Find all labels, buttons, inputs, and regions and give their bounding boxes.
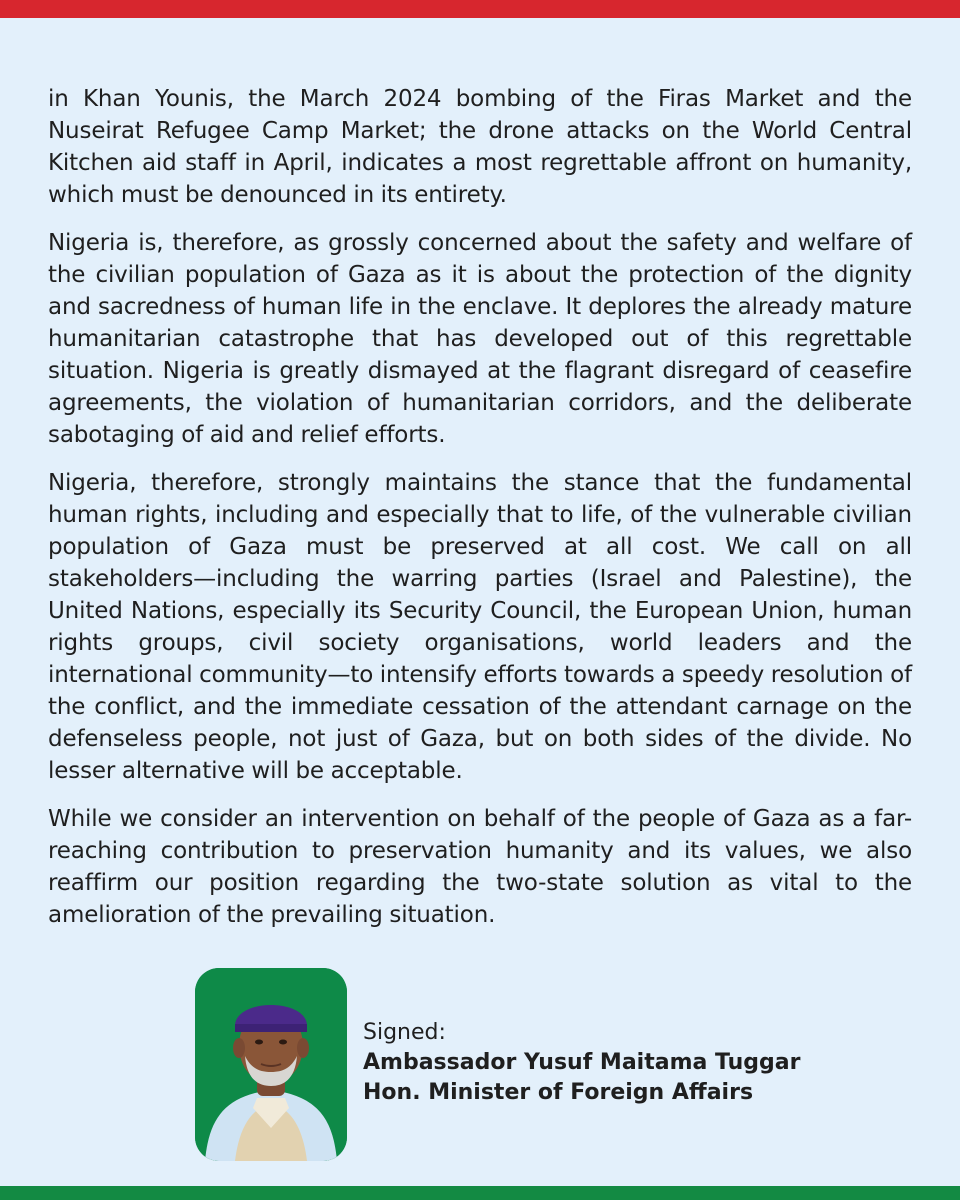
signature-text (363, 1018, 800, 1108)
bottom-green-band (0, 1186, 960, 1200)
paragraph-1: in Khan Younis, the March 2024 bombing of the Firas Market and the Nuseirat Refugee Camp Market; the drone attacks on the World Central Kitchen aid staff in April, indicates a most regrettable affront on humanity, which must be denounced in its entirety. (48, 86, 912, 208)
signature-block (195, 968, 835, 1163)
paragraph-4: While we consider an intervention on behalf of the people of Gaza as a far-reaching contribution to preservation humanity and its values, we also reaffirm our position regarding the two-state solution as vital to the amelioration of the prevailing situation. (48, 806, 912, 928)
signatory-title: Hon. Minister of Foreign Affairs (363, 1080, 754, 1105)
portrait-illustration (195, 968, 347, 1161)
signatory-name: Ambassador Yusuf Maitama Tuggar (363, 1050, 801, 1075)
minister-portrait (195, 968, 347, 1161)
signed-label: Signed: (363, 1020, 446, 1045)
top-red-band (0, 0, 960, 18)
statement-body (48, 83, 912, 947)
paragraph-3: Nigeria, therefore, strongly maintains the stance that the fundamental human rights, including and especially that to life, of the vulnerable civilian population of Gaza must be preserved at all cost. We call on all stakeholders—including the warring parties (Israel and Palestine), the United Nations, especially its Security Council, the European Union, human rights groups, civil society organisations, world leaders and the international community—to intensify efforts towards a speedy resolution of the conflict, and the immediate cessation of the attendant carnage on the defenseless people, not just of Gaza, but on both sides of the divide. No lesser alternative will be acceptable. (48, 470, 912, 784)
paragraph-2: Nigeria is, therefore, as grossly concerned about the safety and welfare of the civilian population of Gaza as it is about the protection of the dignity and sacredness of human life in the enclave. It deplores the already mature humanitarian catastrophe that has developed out of this regrettable situation. Nigeria is greatly dismayed at the flagrant disregard of ceasefire agreements, the violation of humanitarian corridors, and the deliberate sabotaging of aid and relief efforts. (48, 230, 912, 448)
